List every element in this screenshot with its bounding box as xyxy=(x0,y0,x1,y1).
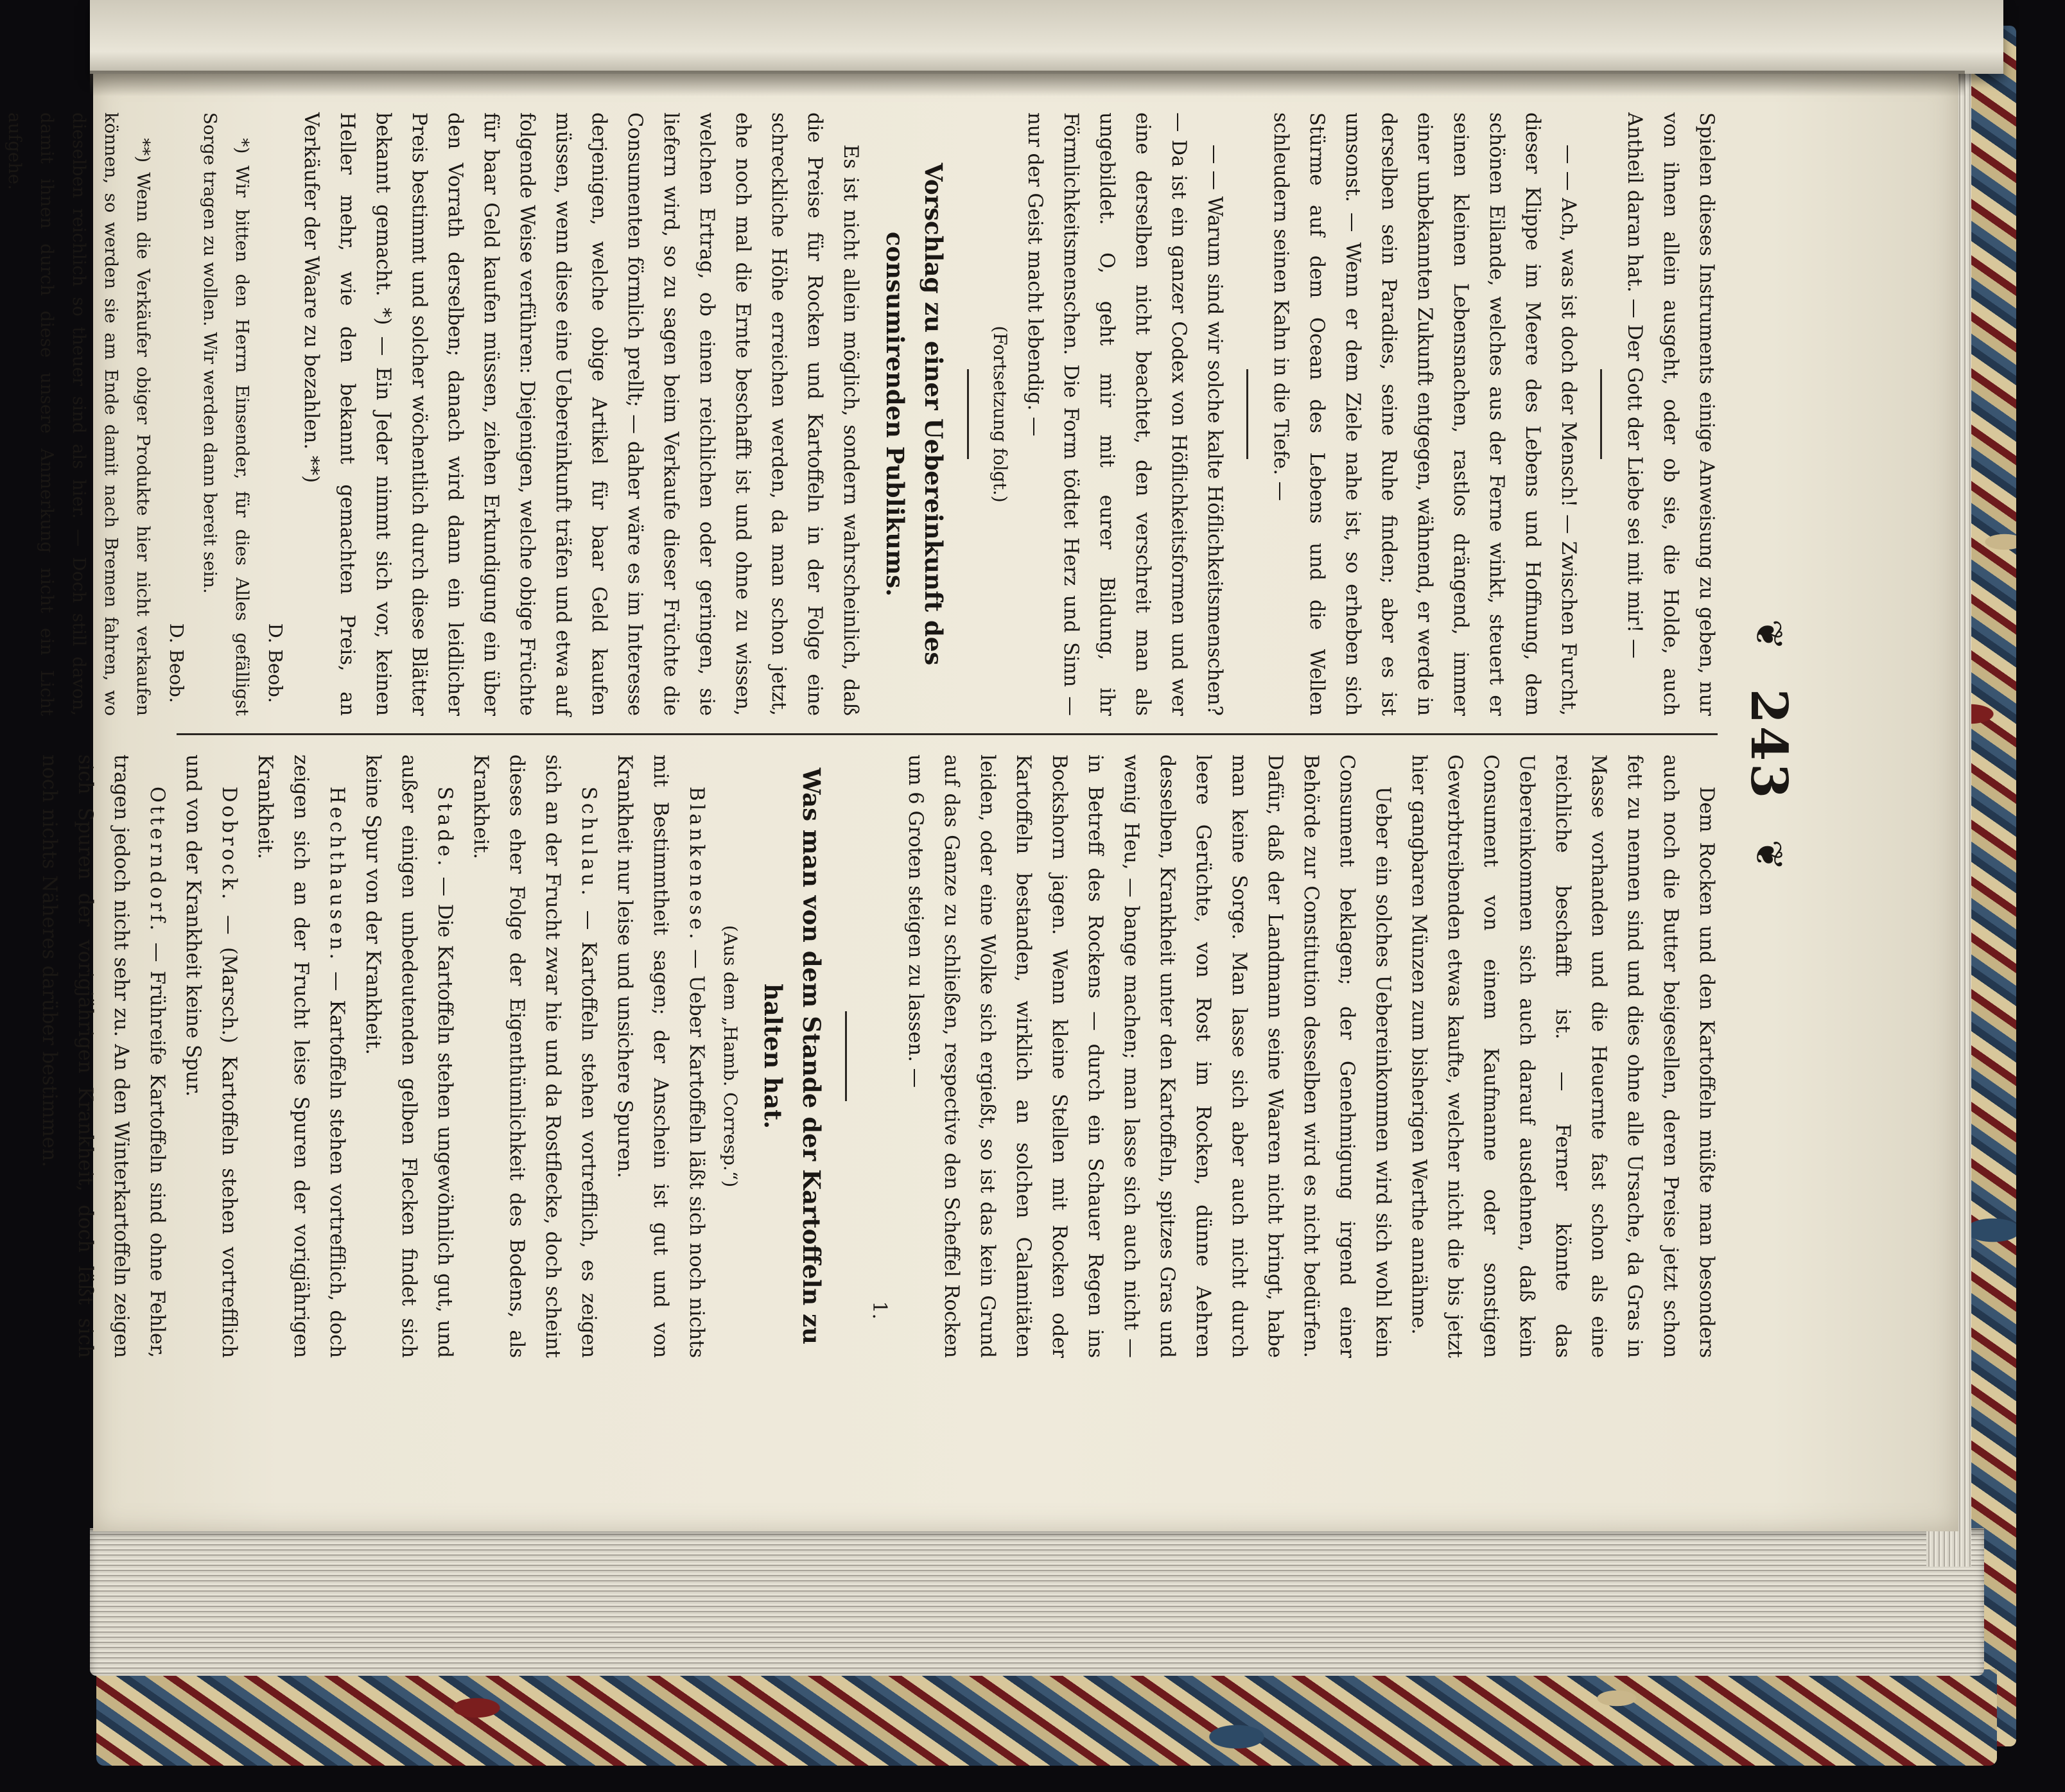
place-name: Dobrock. xyxy=(218,787,240,903)
place-name: Otterndorf. xyxy=(146,787,168,934)
report-paragraph xyxy=(354,754,462,1358)
page-number: 243 xyxy=(1739,688,1799,801)
place-name: Stade. xyxy=(433,787,456,869)
page-header xyxy=(1734,112,1804,1377)
left-column xyxy=(4,112,1724,716)
page-stack-edge-bottom xyxy=(90,1528,1984,1676)
report-paragraph xyxy=(31,754,175,1358)
report-paragraph xyxy=(175,754,247,1358)
divider-rule xyxy=(845,1011,847,1101)
paragraph: Spielen dieses Instruments einige Anweisung zu geben, nur von ihnen allein ausgeht, oder ob sie, die Holde, auch Antheil daran hat. — Der Gott der Liebe sei mit mir! — xyxy=(1623,112,1718,716)
report-text: — Kartoffeln stehen vortrefflich, doch zeigen sich an der Frucht leise Spuren der vorigjährigen Krankheit. xyxy=(254,754,348,1358)
footnote: **) Wenn die Verkäufer obiger Produkte hier nicht verkaufen können, so werden sie am Ende damit nach Bremen fahren, wo dieselben reichlich so theuer sind als hier. — Doch still davon, damit ihnen durch diese unsere Anmerkung nicht ein Licht aufgehe. xyxy=(4,112,153,716)
place-name: Blankenese. xyxy=(685,787,708,943)
report-text: — Frühreife Kartoffeln sind ohne Fehler, tragen jedoch nicht sehr zu. An den Winterkartoffeln zeigen sich Spuren der vorigjährigen Krankheit, doch läßt sich noch nichts Näheres darüber bestimmen. xyxy=(38,754,168,1358)
paragraph: — — Ach, was ist doch der Mensch! — Zwischen Furcht, dieser Klippe im Meere des Lebens und Hoffnung, dem schönen Eilande, welches aus der Ferne winkt, steuert er seinen kleinen Lebensnachen, rastlos drängend, immer einer unbekannten Zukunft entgegen, wähnend, er werde in derselben sein Paradies, seine Ruhe finden; aber es ist umsonst. — Wenn er dem Ziele nahe ist, so erheben sich Stürme auf dem Ocean des Lebens und die Wellen schleudern seinen Kahn in die Tiefe. — xyxy=(1269,112,1580,716)
paragraph: Dem Rocken und den Kartoffeln müßte man besonders auch noch die Butter beigesellen, deren Preise jetzt schon fett zu nennen sind und dies ohne alle Ursache, da Gras in Masse vorhanden und die Heuernte fast schon als eine reichliche beschafft ist. — Ferner könnte das Uebereinkommen sich auch darauf ausdehnen, daß kein Consument von einem Kaufmanne oder sonstigen Gewerbtreibenden etwas kaufte, welcher nicht die bis jetzt hier gangbaren Münzen zum bisherigen Werthe annähme. xyxy=(1407,754,1718,1358)
text-columns xyxy=(4,112,1724,1377)
place-name: Schulau. xyxy=(577,787,600,899)
article-heading: Was man von dem Stande der Kartoffeln zu halten hat. xyxy=(759,767,826,1345)
continuation-note: (Fortsetzung folgt.) xyxy=(989,326,1011,503)
article-heading: Vorschlag zu einer Uebereinkunft des consumirenden Publikums. xyxy=(881,162,948,666)
footnote: *) Wir bitten den Herrn Einsender, für dies Alles gefälligst Sorge tragen zu wollen. Wir werden dann bereit sein. xyxy=(200,112,252,716)
report-paragraph xyxy=(606,754,714,1358)
report-paragraph xyxy=(462,754,606,1358)
paragraph: Es ist nicht allein möglich, sondern wahrscheinlich, daß die Preise für Rocken und Kartoffeln in der Folge eine schreckliche Höhe erreichen werden, da man schon jetzt, ehe noch mal die Ernte beschafft ist und ohne zu wissen, welchen Ertrag, ob einen reichlichen oder geringen, sie liefern wird, so zu sagen beim Verkaufe dieser Früchte die Consumenten förmlich prellt; — daher wäre es im Interesse derjenigen, welche obige Artikel für baar Geld kaufen müssen, wenn diese eine Uebereinkunft träfen und etwa auf folgende Weise verführen: Diejenigen, welche obige Früchte für baar Geld kaufen müssen, ziehen Erkundigung ein über den Vorrath derselben; danach wird dann ein leidlicher Preis bestimmt und solcher wöchentlich durch diese Blätter bekannt gemacht. *) — Ein Jeder nimmt sich vor, keinen Heller mehr, wie den bekannt gemachten Preis, an Verkäufer der Waare zu bezahlen. **) xyxy=(300,112,862,716)
right-column xyxy=(38,754,1724,1358)
divider-rule xyxy=(967,369,969,459)
divider-rule xyxy=(1600,369,1602,459)
article-number: 1. xyxy=(868,1301,891,1319)
report-text: — Ueber Kartoffeln läßt sich noch nichts mit Bestimmtheit sagen; der Anschein ist gut und von Krankheit nur leise und unsichere Spuren. xyxy=(613,754,708,1358)
ornament-right-icon: ❦ xyxy=(1747,839,1791,871)
report-text: — Die Kartoffeln stehen ungewöhnlich gut, und außer einigen unbedeutenden gelben Flecken findet sich keine Spur von der Krankheit. xyxy=(362,754,456,1358)
column-divider xyxy=(177,733,1718,735)
source-note: (Aus dem „Hamb. Corresp.“) xyxy=(720,925,741,1188)
report-text: — (Marsch.) Kartoffeln stehen vortrefflich und von der Krankheit keine Spur. xyxy=(182,754,240,1358)
marbled-edge-bottom xyxy=(96,1669,1997,1766)
signature: D. Beob. xyxy=(265,623,286,703)
report-paragraph xyxy=(247,754,354,1358)
paragraph: Ueber ein solches Uebereinkommen wird sich wohl kein Consument beklagen; der Genehmigung irgend einer Behörde zur Constitution desselben wird es nicht bedürfen. Dafür, daß der Landmann seine Waaren nicht bringt, habe man keine Sorge. Man lasse sich aber auch nicht durch leere Gerüchte, von Rost im Rocken, dünne Aehren desselben, Krankheit unter den Kartoffeln, spitzes Gras und wenig Heu, — bange machen; man lasse sich auch nicht — in Betreff des Rockens — durch ein Schauer Regen ins Bockshorn jagen. Wenn kleine Stellen mit Rocken oder Kartoffeln bestanden, wirklich an solchen Calamitäten leiden, oder eine Wolke sich ergießt, so ist das kein Grund auf das Ganze zu schließen, respective den Scheffel Rocken um 6 Groten steigen zu lassen. — xyxy=(904,754,1394,1358)
ornament-left-icon: ❦ xyxy=(1747,618,1791,650)
spine-shadow xyxy=(90,71,1965,96)
report-text: — Kartoffeln stehen vortrefflich, es zeigen sich an der Frucht zwar hie und da Rostflecke, doch scheint dieses eher Folge der Eigenthümlichkeit des Bodens, als Krankheit. xyxy=(469,754,600,1358)
place-name: Hechthausen. xyxy=(326,787,348,963)
facing-page xyxy=(90,0,2003,74)
divider-rule xyxy=(1246,369,1248,459)
paragraph: — — Warum sind wir solche kalte Höflichkeitsmenschen? — Da ist ein ganzer Codex von Höflichkeitsformen und wer eine derselben nicht beachtet, den verschreit man als ungebildet. O, geht mir mit eurer Bildung, ihr Förmlichkeitsmenschen. Die Form tödtet Herz und Sinn — nur der Geist macht lebendig. — xyxy=(1024,112,1226,716)
rotated-text-block xyxy=(4,112,1804,1377)
signature: D. Beob. xyxy=(166,623,187,703)
